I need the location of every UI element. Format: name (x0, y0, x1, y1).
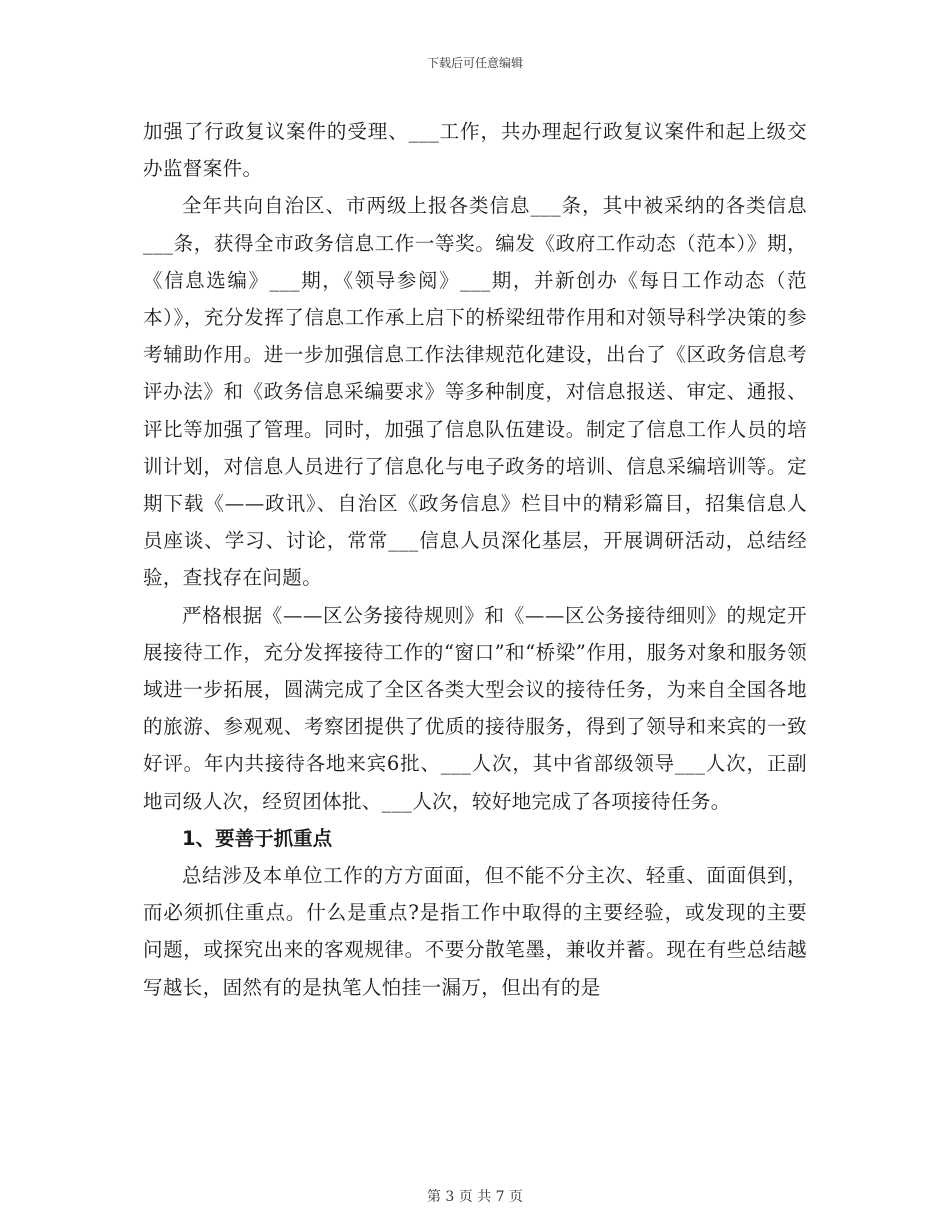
paragraph-4: 总结涉及本单位工作的方方面面，但不能不分主次、轻重、面面俱到，而必须抓住重点。什么是重点?是指工作中取得的主要经验，或发现的主要问题，或探究出来的客观规律。不要分散笔墨，兼收并蓄。现在有些总结越写越长，固然有的是执笔人怕挂一漏万，但出有的是 (143, 864, 807, 999)
page-header: 下载后可任意编辑 (426, 56, 523, 70)
paragraph-2: 全年共向自治区、市两级上报各类信息___条，其中被采纳的各类信息___条，获得全市政务信息工作一等奖。编发《政府工作动态（范本）》期，《信息选编》___期，《领导参阅》___期，并新创办《每日工作动态（范本）》，充分发挥了信息工作承上启下的桥梁纽带作用和对领导科学决策的参考辅助作用。进一步加强信息工作法律规范化建设，出台了《区政务信息考评办法》和《政务信息采编要求》等多种制度，对信息报送、审定、通报、评比等加强了管理。同时，加强了信息队伍建设。制定了信息工作人员的培训计划，对信息人员进行了信息化与电子政务的培训、信息采编培训等。定期下载《——政讯》、自治区《政务信息》栏目中的精彩篇目，招集信息人员座谈、学习、讨论，常常___信息人员深化基层，开展调研活动，总结经验，查找存在问题。 (143, 194, 807, 590)
section-heading: 1、要善于抓重点 (182, 826, 333, 850)
page-footer: 第 3 页 共 7 页 (426, 1189, 524, 1205)
paragraph-3: 严格根据《——区公务接待规则》和《——区公务接待细则》的规定开展接待工作，充分发挥接待工作的“窗口”和“桥梁”作用，服务对象和服务领域进一步拓展，圆满完成了全区各类大型会议的接待任务，为来自全国各地的旅游、参观观、考察团提供了优质的接待服务，得到了领导和来宾的一致好评。年内共接待各地来宾6批、___人次，其中省部级领导___人次，正副地司级人次，经贸团体批、___人次，较好地完成了各项接待任务。 (143, 603, 807, 813)
document-body (143, 113, 807, 1006)
paragraph-1: 加强了行政复议案件的受理、___工作，共办理起行政复议案件和起上级交办监督案件。 (143, 120, 807, 181)
